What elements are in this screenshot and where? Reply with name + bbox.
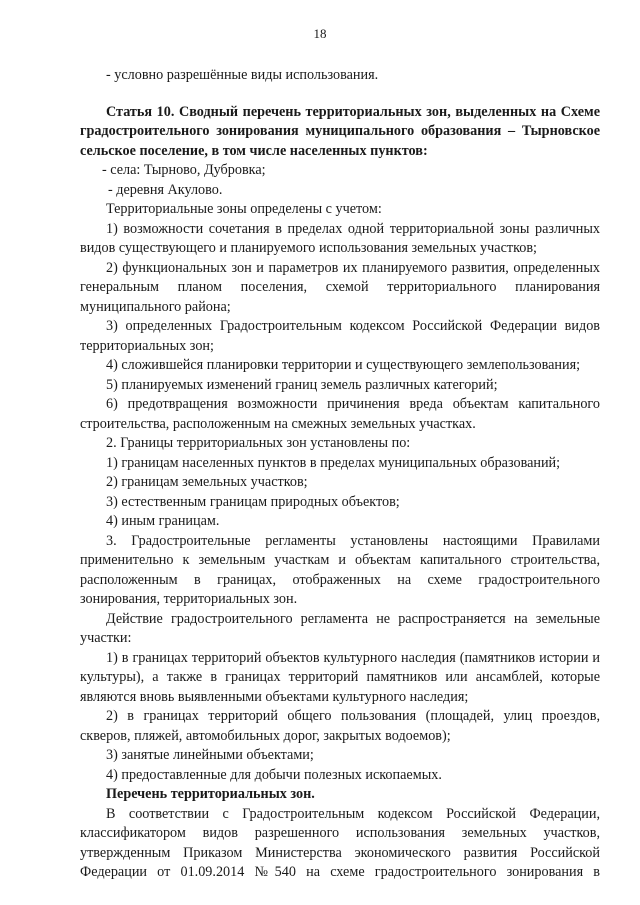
paragraph: Действие градостроительного регламента не распространяется на земельные участки: [80, 610, 600, 646]
page-number: 18 [313, 26, 327, 41]
paragraph: 6) предотвращения возможности причинения вреда объектам капитального строительства, расположенным на смежных земельных участках. [80, 396, 600, 432]
paragraph: - села: Тырново, Дубровка; [102, 162, 266, 178]
paragraph: 1) границам населенных пунктов в пределах муниципальных образований; [106, 454, 561, 471]
paragraph: 1) в границах территорий объектов культурного наследия (памятников истории и культуры), а также в границах территорий памятников или ансамблей, которые являются вновь выявленными объектами культурного наследия; [80, 649, 600, 705]
paragraph: - условно разрешённые виды использования. [106, 67, 379, 83]
paragraph: 4) предоставленные для добычи полезных ископаемых. [106, 766, 442, 783]
paragraph: 2) границам земельных участков; [106, 474, 308, 490]
paragraph: 2) функциональных зон и параметров их планируемого развития, определенных генеральным планом поселения, схемой территориального планирования муниципального района; [80, 259, 600, 315]
section-heading: Статья 10. Сводный перечень территориальных зон, выделенных на Схеме градостроительного зонирования муниципального образования – Тырновское сельское поселение, в том числе населенных пунктов: [80, 103, 600, 159]
paragraph: 2) в границах территорий общего пользования (площадей, улиц проездов, скверов, пляжей, автомобильных дорог, закрытых водоемов); [80, 708, 600, 744]
paragraph-gap [80, 86, 600, 103]
paragraph: 3) определенных Градостроительным кодексом Российской Федерации видов территориальных зон; [80, 318, 600, 354]
paragraph: 1) возможности сочетания в пределах одной территориальной зоны различных видов существующего и планируемого использования земельных участков; [80, 220, 600, 256]
section-heading: Перечень территориальных зон. [106, 786, 315, 802]
paragraph: В соответствии с Градостроительным кодексом Российской Федерации, классификатором видов разрешенного использования земельных участков, утвержденным Приказом Министерства экономического развития Российской Федерации от 01.09.2014 №540 на схеме градостроительного зонирования в [80, 805, 600, 880]
paragraph: - деревня Акулово. [108, 181, 223, 198]
paragraph: 2. Границы территориальных зон установлены по: [106, 435, 411, 451]
paragraph: 3) занятые линейными объектами; [106, 747, 314, 763]
paragraph: 4) сложившейся планировки территории и существующего землепользования; [106, 357, 581, 373]
paragraph: 4) иным границам. [106, 513, 220, 529]
paragraph: 5) планируемых изменений границ земель различных категорий; [106, 376, 498, 393]
paragraph: 3) естественным границам природных объектов; [106, 493, 400, 510]
paragraph: Территориальные зоны определены с учетом: [106, 201, 382, 217]
paragraph: 3. Градостроительные регламенты установлены настоящими Правилами применительно к земельным участкам и объектам капитального строительства, расположенным в границах, отображенных на схеме градостроительного зонирования, территориальных зон. [80, 532, 600, 607]
document-body [80, 66, 600, 883]
